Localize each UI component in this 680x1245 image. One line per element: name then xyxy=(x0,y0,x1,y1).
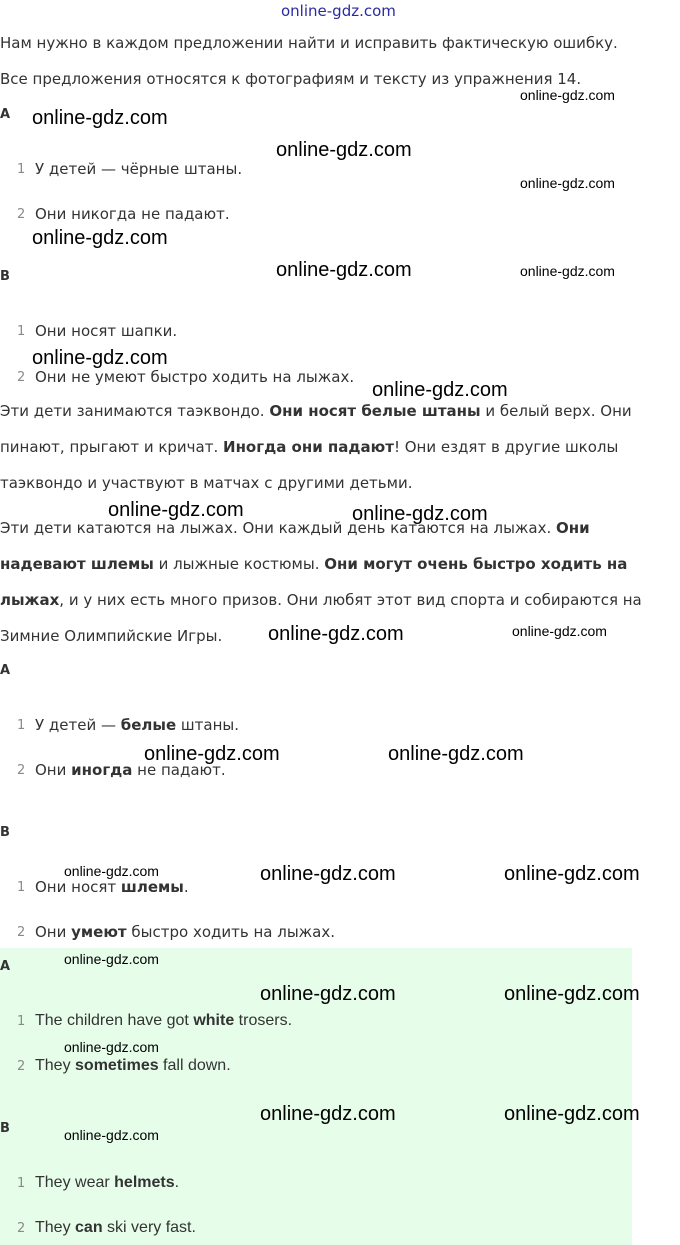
text2-line-3: лыжах, и у них есть много призов. Они любят этот вид спорта и собираются на xyxy=(0,591,642,609)
intro-line-1: Нам нужно в каждом предложении найти и исправить фактическую ошибку. xyxy=(0,34,618,52)
answer-text: Они носят шлемы. xyxy=(35,878,189,896)
english-answer-text: The children have got white trosers. xyxy=(35,1012,293,1029)
top-watermark: online-gdz.com xyxy=(281,2,396,20)
item-number: 2 xyxy=(17,925,26,940)
answer-text: Они умеют быстро ходить на лыжах. xyxy=(35,923,336,941)
watermark: online-gdz.com xyxy=(260,1103,396,1125)
statement-text: У детей — чёрные штаны. xyxy=(35,160,243,178)
text1-line-3: таэквондо и участвуют в матчах с другими детьми. xyxy=(0,474,413,492)
english-answer-text: They can ski very fast. xyxy=(35,1219,196,1236)
section-label-a: A xyxy=(0,107,11,122)
watermark: online-gdz.com xyxy=(372,379,508,401)
watermark: online-gdz.com xyxy=(512,623,607,639)
item-number: 1 xyxy=(17,162,26,177)
item-number: 1 xyxy=(17,880,26,895)
text1-line-1: Эти дети занимаются таэквондо. Они носят белые штаны и белый верх. Они xyxy=(0,402,632,420)
watermark: online-gdz.com xyxy=(32,227,168,249)
watermark: online-gdz.com xyxy=(504,983,640,1005)
watermark: online-gdz.com xyxy=(144,743,280,765)
english-answer-text: They wear helmets. xyxy=(35,1174,180,1191)
english-section-label-b: B xyxy=(0,1121,10,1136)
text1-line-2: пинают, прыгают и кричат. Иногда они падают! Они ездят в другие школы xyxy=(0,438,619,456)
statement-text: Они никогда не падают. xyxy=(35,205,230,223)
watermark: online-gdz.com xyxy=(520,263,615,279)
watermark: online-gdz.com xyxy=(64,951,159,967)
english-answer-text: They sometimes fall down. xyxy=(35,1057,231,1074)
answer-section-label-a: A xyxy=(0,663,11,678)
item-number: 2 xyxy=(17,1221,26,1236)
answer-section-label-b: B xyxy=(0,825,10,840)
watermark: online-gdz.com xyxy=(276,139,412,161)
watermark: online-gdz.com xyxy=(64,1039,159,1055)
watermark: online-gdz.com xyxy=(108,499,244,521)
item-number: 1 xyxy=(17,718,26,733)
watermark: online-gdz.com xyxy=(276,259,412,281)
text2-line-2: надевают шлемы и лыжные костюмы. Они могут очень быстро ходить на xyxy=(0,555,628,573)
english-section-label-a: A xyxy=(0,959,11,974)
watermark: online-gdz.com xyxy=(32,107,168,129)
watermark: online-gdz.com xyxy=(504,863,640,885)
item-number: 2 xyxy=(17,763,26,778)
watermark: online-gdz.com xyxy=(260,983,396,1005)
statement-text: Они носят шапки. xyxy=(35,322,178,340)
statement-text: Они не умеют быстро ходить на лыжах. xyxy=(35,368,355,386)
section-label-b: B xyxy=(0,269,10,284)
watermark: online-gdz.com xyxy=(504,1103,640,1125)
item-number: 1 xyxy=(17,1176,26,1191)
watermark: online-gdz.com xyxy=(64,863,159,879)
watermark: online-gdz.com xyxy=(32,347,168,369)
intro-line-2: Все предложения относятся к фотографиям и тексту из упражнения 14. xyxy=(0,70,582,88)
item-number: 2 xyxy=(17,1059,26,1074)
item-number: 1 xyxy=(17,1014,26,1029)
watermark: online-gdz.com xyxy=(388,743,524,765)
watermark: online-gdz.com xyxy=(352,503,488,525)
text2-line-4: Зимние Олимпийские Игры. xyxy=(0,627,223,645)
item-number: 2 xyxy=(17,370,26,385)
watermark: online-gdz.com xyxy=(64,1127,159,1143)
text2-line-1: Эти дети катаются на лыжах. Они каждый день катаются на лыжах. Они xyxy=(0,519,590,537)
watermark: online-gdz.com xyxy=(520,175,615,191)
item-number: 1 xyxy=(17,324,26,339)
watermark: online-gdz.com xyxy=(520,87,615,103)
watermark: online-gdz.com xyxy=(268,623,404,645)
answer-text: У детей — белые штаны. xyxy=(35,716,239,734)
item-number: 2 xyxy=(17,207,26,222)
watermark: online-gdz.com xyxy=(260,863,396,885)
answer-text: Они иногда не падают. xyxy=(35,761,226,779)
